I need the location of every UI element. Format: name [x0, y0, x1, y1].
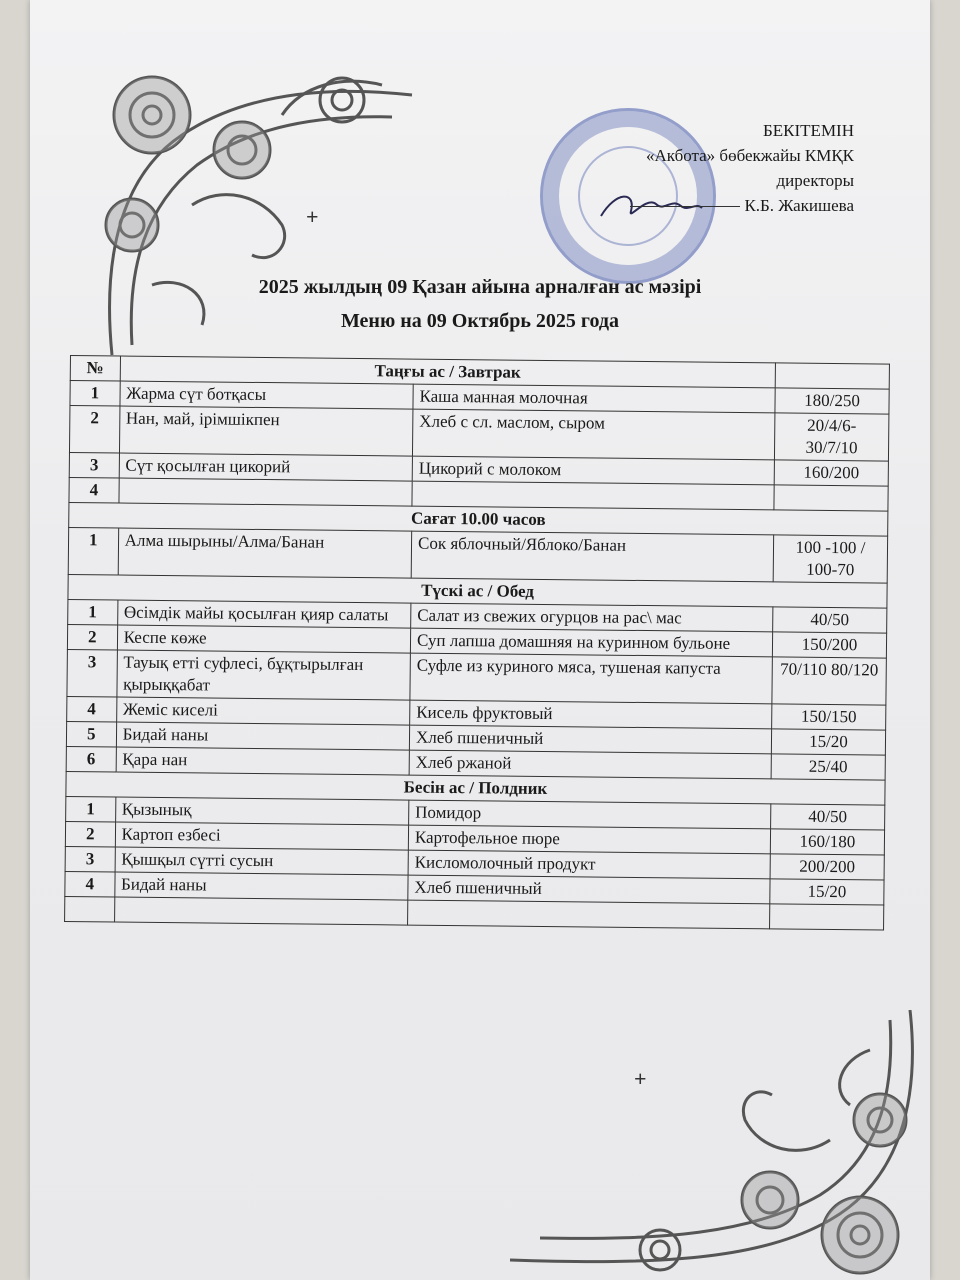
- portion-size: [770, 904, 884, 930]
- dish-name-ru: Помидор: [409, 800, 771, 829]
- dish-name-kz: [119, 478, 413, 506]
- menu-table: [64, 355, 890, 931]
- menu-title-kz: 2025 жылдың 09 Қазан айына арналған ас мәзірі: [258, 276, 702, 298]
- portion-size: 40/50: [771, 804, 885, 830]
- dish-name-ru: Цикорий с молоком: [412, 456, 774, 485]
- dish-name-kz: Кеспе көже: [117, 625, 411, 653]
- item-number: 5: [66, 721, 116, 747]
- dish-name-ru: Хлеб пшеничный: [408, 875, 770, 904]
- dish-name-ru: Хлеб с сл. маслом, сыром: [412, 409, 774, 460]
- dish-name-kz: Қызынық: [115, 797, 409, 825]
- portion-size: 15/20: [771, 729, 885, 755]
- item-number: 4: [65, 871, 115, 897]
- item-number: 1: [66, 796, 116, 822]
- dish-name-kz: Тауық етті суфлесі, бұқтырылған қырыққабат: [117, 650, 411, 700]
- portion-size: 200/200: [770, 854, 884, 880]
- dish-name-ru: Сок яблочный/Яблоко/Банан: [411, 531, 773, 582]
- menu-item-row: [69, 406, 888, 462]
- menu-item-row: [68, 527, 887, 583]
- portion-size: 150/150: [772, 704, 886, 730]
- portion-size: 180/250: [775, 388, 889, 414]
- portion-size: 160/200: [774, 460, 888, 486]
- dish-name-ru: Суфле из куриного мяса, тушеная капуста: [410, 653, 772, 704]
- dish-name-ru: Салат из свежих огурцов на рас\ мас: [411, 603, 773, 632]
- portion-size: 40/50: [773, 607, 887, 633]
- approval-organization: «Акбота» бөбекжайы КМҚК: [645, 146, 854, 165]
- approval-heading: БЕКІТЕМІН: [763, 121, 854, 140]
- portion-size: 25/40: [771, 754, 885, 780]
- portion-size: 20/4/6-30/7/10: [774, 413, 889, 461]
- corner-ornament-bottom-right: [510, 1010, 930, 1280]
- section-title: Таңғы ас / Завтрак: [120, 356, 776, 388]
- dish-name-kz: Бидай наны: [116, 722, 410, 750]
- item-number: 1: [70, 381, 120, 407]
- dish-name-kz: Алма шырыны/Алма/Банан: [118, 528, 412, 578]
- column-header-number: №: [70, 356, 120, 382]
- dish-name-ru: [408, 900, 770, 929]
- dish-name-ru: Кисель фруктовый: [410, 700, 772, 729]
- item-number: 2: [69, 406, 119, 454]
- dish-name-ru: [412, 481, 774, 510]
- portion-size: 160/180: [770, 829, 884, 855]
- dish-name-kz: Қышқыл сүтті сусын: [115, 847, 409, 875]
- dish-name-kz: Картоп езбесі: [115, 822, 409, 850]
- dish-name-ru: Суп лапша домашняя на куринном бульоне: [410, 628, 772, 657]
- portion-size: [774, 485, 888, 511]
- cross-ornament-top: +: [306, 204, 319, 229]
- portion-size: 70/110 80/120: [772, 657, 887, 705]
- dish-name-ru: Хлеб ржаной: [409, 750, 771, 779]
- dish-name-kz: Өсімдік майы қосылған қияр салаты: [117, 600, 411, 628]
- portion-size: 150/200: [772, 632, 886, 658]
- dish-name-kz: [114, 897, 408, 925]
- signature-line: [630, 206, 740, 207]
- dish-name-ru: Картофельное пюре: [408, 825, 770, 854]
- dish-name-ru: Кисломолочный продукт: [408, 850, 770, 879]
- item-number: 2: [67, 624, 117, 650]
- portion-size: 100 -100 / 100-70: [773, 535, 888, 583]
- section-title: Сағат 10.00 часов: [69, 502, 888, 536]
- section-title: Бесін ас / Полдник: [66, 771, 885, 805]
- dish-name-ru: Каша манная молочная: [413, 384, 775, 413]
- item-number: 1: [68, 599, 118, 625]
- approval-block: [630, 118, 854, 218]
- dish-name-kz: Сүт қосылған цикорий: [119, 453, 413, 481]
- item-number: 2: [65, 821, 115, 847]
- dish-name-kz: Нан, май, ірімшікпен: [119, 406, 413, 456]
- section-qty-blank: [775, 363, 889, 389]
- dish-name-kz: Қара нан: [116, 747, 410, 775]
- dish-name-kz: Жарма сүт ботқасы: [120, 381, 414, 409]
- dish-name-kz: Бидай наны: [114, 872, 408, 900]
- approval-position: директоры: [776, 171, 854, 190]
- portion-size: 15/20: [770, 879, 884, 905]
- item-number: 3: [69, 452, 119, 478]
- item-number: 4: [67, 696, 117, 722]
- dish-name-ru: Хлеб пшеничный: [409, 725, 771, 754]
- item-number: 3: [67, 649, 117, 697]
- item-number: [65, 896, 115, 922]
- approval-director-name: К.Б. Жакишева: [744, 196, 854, 215]
- section-title: Түскі ас / Обед: [68, 574, 887, 608]
- menu-item-row: [67, 649, 886, 705]
- dish-name-kz: Жеміс киселі: [116, 697, 410, 725]
- item-number: 1: [68, 527, 118, 575]
- menu-title-ru: Меню на 09 Октябрь 2025 года: [340, 310, 620, 332]
- item-number: 4: [69, 477, 119, 503]
- item-number: 6: [66, 746, 116, 772]
- cross-ornament-bottom: +: [634, 1066, 647, 1091]
- item-number: 3: [65, 846, 115, 872]
